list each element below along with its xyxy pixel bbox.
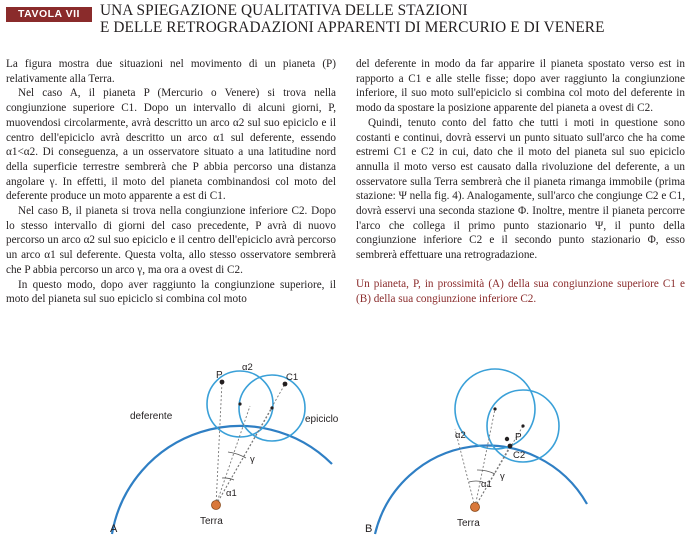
title-line-1: UNA SPIEGAZIONE QUALITATIVA DELLE STAZIONI — [100, 2, 468, 19]
figure-a — [100, 354, 360, 544]
earth-label: Terra — [457, 518, 480, 529]
alpha2-label: α2 — [455, 430, 466, 441]
gamma-label: γ — [250, 454, 255, 465]
planet-point — [508, 444, 513, 449]
earth-icon — [212, 501, 221, 510]
left-column — [6, 57, 336, 307]
figure-b — [355, 354, 595, 544]
paragraph: Quindi, tenuto conto del fatto che tutti i moti in questione sono costanti e continui, dovrà esservi un punto situato sull'arco che ha come estremi C1 e C2 in cui, dato che il moto del pianeta sul suo epiciclo annulla il moto verso est causato dalla rivoluzione del deferente, a un osservatore sulla Terra sembrerà che il pianeta rimanga immobile (prima stazione: Ψ nella fig. 4). Analogamente, sull'arco che congiunge C2 e C1, dovrà esservi una seconda stazione Φ. Inoltre, mentre il pianeta percorre l'arco che collega il primo punto stazionario Ψ, il punto della congiunzione inferiore C2 e il secondo punto stazionario Φ, esso sembrerà effettuare una retrogradazione. — [356, 116, 685, 262]
alpha1-label: α1 — [226, 488, 237, 499]
conjunction-label: C1 — [286, 372, 299, 383]
paragraph: La figura mostra due situazioni nel movimento di un pianeta (P) relativamente alla Terra. — [6, 58, 336, 85]
paragraph: In questo modo, dopo aver raggiunto la congiunzione superiore, il moto del pianeta sul suo epiciclo si combina col moto — [6, 278, 336, 306]
panel-label-b: B — [365, 523, 373, 535]
earth-label: Terra — [200, 516, 223, 527]
page-title — [100, 3, 685, 36]
paragraph: del deferente in modo da far apparire il pianeta spostato verso est in rapporto a C1 e alle stelle fisse; dopo aver raggiunto la congiunzione inferiore, il suo moto sull'epiciclo si combina col moto del deferente in modo da spostare la posizione apparente del pianeta a ovest di C2. — [356, 58, 685, 115]
alpha2-label: α2 — [242, 362, 253, 373]
epicycle-label: epiciclo — [305, 414, 339, 425]
planet-point — [505, 437, 509, 441]
earth-icon — [471, 503, 480, 512]
planet-label: P — [515, 432, 522, 443]
gamma-label: γ — [500, 471, 505, 482]
deferent-label: deferente — [130, 411, 173, 422]
alpha1-label: α1 — [481, 479, 492, 490]
planet-label: P — [216, 370, 223, 381]
conjunction-label: C2 — [513, 450, 526, 461]
title-line-2: E DELLE RETROGRADAZIONI APPARENTI DI MERCURIO E DI VENERE — [100, 18, 605, 36]
plate-tag: TAVOLA VII — [6, 7, 92, 22]
paragraph: Nel caso A, il pianeta P (Mercurio o Venere) si trova nella congiunzione superiore C1. Dopo un intervallo di alcuni giorni, P, muovendosi circolarmente, avrà descritto un arco α2 sul suo epiciclo e il centro dell'epiciclo avrà descritto un arco α1 sul deferente, essendo α1<α2. Di conseguenza, a un osservatore situato a una latitudine nord della superficie terrestre sembrerà che P abbia percorso una distanza angolare γ. In effetti, il moto del pianeta combinandosi col moto del deferente produce un moto apparente a est di C1. — [6, 87, 336, 203]
figure-caption: Un pianeta, P, in prossimità (A) della sua congiunzione superiore C1 e (B) della sua congiunzione inferiore C2. — [356, 277, 685, 305]
panel-label-a: A — [110, 523, 118, 535]
right-column — [356, 57, 685, 306]
paragraph: Nel caso B, il pianeta si trova nella congiunzione inferiore C2. Dopo lo stesso intervallo di giorni del caso precedente, P avrà di nuovo percorso un arco α2 sul suo epiciclo e il centro dell'epiciclo avrà percorso un arco α1 sul deferente. Questa volta, allo stesso osservatore sembrerà che P abbia percorso un arco γ, ma ora a ovest di C2. — [6, 205, 336, 276]
